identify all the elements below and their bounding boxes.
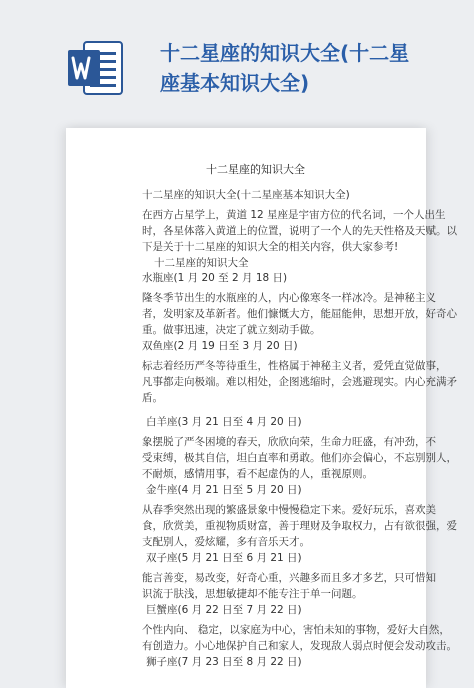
paragraph-line: 者，发明家及革新者。他们慷慨大方，能屈能伸，思想开放，好奇心 bbox=[142, 308, 457, 320]
paragraph-line: 从春季突然出现的繁盛景象中慢慢稳定下来。爱好玩乐，喜欢美 bbox=[142, 504, 436, 516]
paragraph-line: 盾。 bbox=[142, 392, 163, 404]
document-page bbox=[66, 128, 457, 688]
sign-heading: 巨蟹座(6 月 22 日至 7 月 22 日) bbox=[146, 604, 302, 616]
paragraph-line: 能言善变，易改变，好奇心重，兴趣多而且多才多艺，只可惜知 bbox=[142, 572, 436, 584]
document-title bbox=[160, 38, 460, 98]
paragraph-line: 标志着经历严冬等待重生，性格属于神秘主义者，爱凭直觉做事， bbox=[142, 360, 447, 372]
paragraph-line: 凡事都走向极端。难以相处，企图逃缩时，会逃避现实。内心充满矛 bbox=[142, 376, 457, 388]
paragraph-line: 时，各星体落入黄道上的位置，说明了一个人的先天性格及天赋。以 bbox=[142, 225, 457, 237]
paragraph-line: 下是关于十二星座的知识大全的相关内容，供大家参考! bbox=[142, 241, 399, 253]
paragraph-line: 受束缚，极其自信，坦白直率和勇敢。他们亦会偏心，不忘别别人， bbox=[142, 452, 457, 464]
paragraph-line: 食，欣赏美，重视物质财富，善于理财及争取权力，占有欲很强，爱 bbox=[142, 520, 457, 532]
section-heading: 十二星座的知识大全 bbox=[154, 257, 249, 269]
word-document-icon bbox=[66, 38, 126, 98]
sign-heading: 水瓶座(1 月 20 至 2 月 18 日) bbox=[142, 272, 288, 284]
paragraph-line: 不耐烦，感情用事，看不起虚伪的人，重视原则。 bbox=[142, 468, 373, 480]
paragraph-line: 象摆脱了严冬困境的春天，欣欣向荣，生命力旺盛，有冲劲，不 bbox=[142, 436, 436, 448]
sign-heading: 白羊座(3 月 21 日至 4 月 20 日) bbox=[146, 416, 302, 428]
sign-heading: 双子座(5 月 21 日至 6 月 21 日) bbox=[146, 552, 302, 564]
sign-heading: 狮子座(7 月 23 日至 8 月 22 日) bbox=[146, 656, 302, 668]
document-title-line-1: 十二星座的知识大全(十二星 bbox=[160, 41, 410, 65]
sign-heading: 金牛座(4 月 21 日至 5 月 20 日) bbox=[146, 484, 302, 496]
paragraph-line: 个性内向、 稳定，以家庭为中心，害怕未知的事物，爱好大自然， bbox=[142, 624, 450, 636]
sign-heading: 双鱼座(2 月 19 日至 3 月 20 日) bbox=[142, 340, 298, 352]
paragraph-line: 支配别人，爱炫耀，多有音乐天才。 bbox=[142, 536, 310, 548]
paragraph-line: 有创造力。小心地保护自己和家人，发现敌人弱点时便会发动攻击。 bbox=[142, 640, 457, 652]
paragraph-line: 识流于肤浅，思想敏捷却不能专注于单一问题。 bbox=[142, 588, 363, 600]
document-heading: 十二星座的知识大全 bbox=[206, 163, 305, 176]
paragraph-line: 在西方占星学上，黄道 12 星座是宇宙方位的代名词，一个人出生 bbox=[142, 209, 446, 221]
paragraph-line: 十二星座的知识大全(十二星座基本知识大全) bbox=[142, 189, 350, 201]
document-title-line-2: 座基本知识大全) bbox=[160, 71, 310, 95]
paragraph-line: 隆冬季节出生的水瓶座的人，内心像寒冬一样冰冷。是神秘主义 bbox=[142, 292, 436, 304]
paragraph-line: 重。做事迅速，决定了就立刻动手做。 bbox=[142, 324, 321, 336]
header-banner bbox=[0, 0, 474, 120]
